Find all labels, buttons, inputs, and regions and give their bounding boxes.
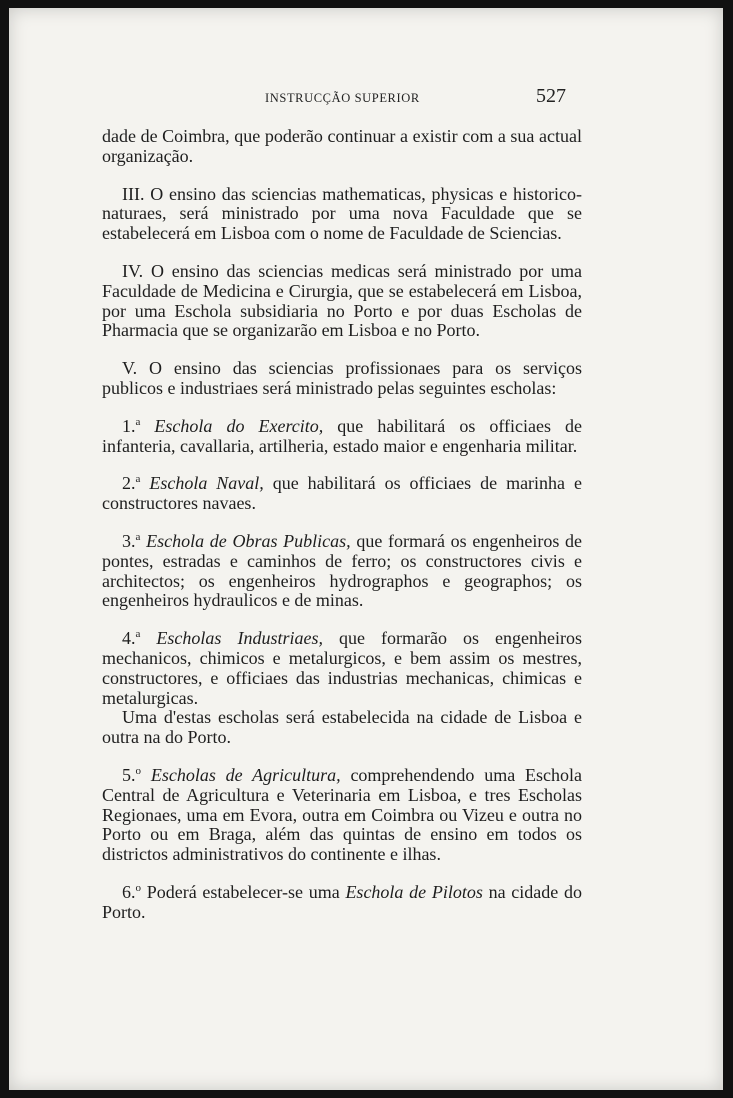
item-superscript: o: [135, 764, 141, 777]
paragraph-continuation: dade de Coimbra, que poderão continuar a existir com a sua actual organização.: [102, 126, 582, 166]
paragraph-V: V. O ensino das sciencias profissionaes para os serviços publicos e industriaes será ministrado pelas seguintes escholas:: [102, 358, 582, 398]
list-item-1: [102, 417, 582, 457]
item-text: na cidade do Porto.: [102, 881, 582, 922]
item-text: que formará os engenheiros de pontes, estradas e caminhos de ferro; os constructores civis e architectos; os engenheiros hydrographos e geographos; os engenheiros hydraulicos e de minas.: [102, 530, 583, 611]
item-text: que formarão os engenheiros mechanicos, chimicos e metalurgicos, e bem assim os mestres, constructores, e officiaes das industrias mechanicas, chimicas e metalurgicas.: [102, 628, 582, 708]
list-item-4-continuation: Uma d'estas escholas será estabelecida na cidade de Lisboa e outra na do Porto.: [102, 707, 582, 748]
item-title: Eschola do Exercito,: [154, 415, 324, 436]
item-number: 6.: [122, 881, 136, 902]
item-number: 1.: [122, 415, 136, 436]
item-superscript: a: [135, 415, 141, 428]
item-title: Escholas Industriaes,: [156, 628, 323, 649]
list-item-2: [102, 474, 582, 514]
running-header: INSTRUCÇÃO SUPERIOR: [265, 91, 420, 105]
list-item-4: [102, 629, 582, 708]
item-text: que habilitará os officiaes de marinha e constructores navaes.: [102, 473, 582, 514]
item-title: Eschola Naval,: [149, 473, 264, 494]
item-title: Eschola de Obras Publicas,: [146, 530, 351, 551]
item-superscript: a: [135, 530, 141, 543]
item-text: comprehendendo uma Eschola Central de Agricultura e Veterinaria em Lisboa, e tres Escholas Regionaes, uma em Evora, outra em Coimbra ou Vizeu e outra no Porto ou em Braga, além das quintas de ensino em todos os districtos administrativos do continente e ilhas.: [102, 764, 583, 865]
list-item-3: [102, 532, 582, 611]
item-number: 5.: [122, 764, 136, 785]
body-text: [102, 127, 582, 941]
item-superscript: a: [135, 473, 141, 486]
item-superscript: o: [135, 881, 141, 894]
paragraph-IV: IV. O ensino das sciencias medicas será ministrado por uma Faculdade de Medicina e Cirurgia, que se estabelecerá em Lisboa, por uma Eschola subsidiaria no Porto e por duas Escholas de Pharmacia que se organizarão em Lisboa e no Porto.: [102, 260, 582, 341]
list-item-6: [102, 883, 582, 923]
book-page: [9, 8, 723, 1090]
item-number: 4.: [122, 628, 136, 649]
item-pre-text: Poderá estabelecer-se uma: [141, 881, 346, 902]
item-title: Eschola de Pilotos: [345, 881, 483, 902]
page-number: 527: [536, 85, 566, 107]
list-item-5: [102, 766, 582, 865]
paragraph-III: III. O ensino das sciencias mathematicas, physicas e historico-naturaes, será ministrado por uma nova Faculdade que se estabelecerá em Lisboa com o nome de Faculdade de Sciencias.: [102, 183, 582, 244]
item-superscript: a: [135, 628, 141, 641]
item-title: Escholas de Agricultura,: [150, 764, 341, 785]
item-text: que habilitará os officiaes de infanteria, cavallaria, artilheria, estado maior e engenharia militar.: [102, 415, 583, 456]
item-number: 2.: [122, 473, 136, 494]
item-number: 3.: [122, 530, 136, 551]
